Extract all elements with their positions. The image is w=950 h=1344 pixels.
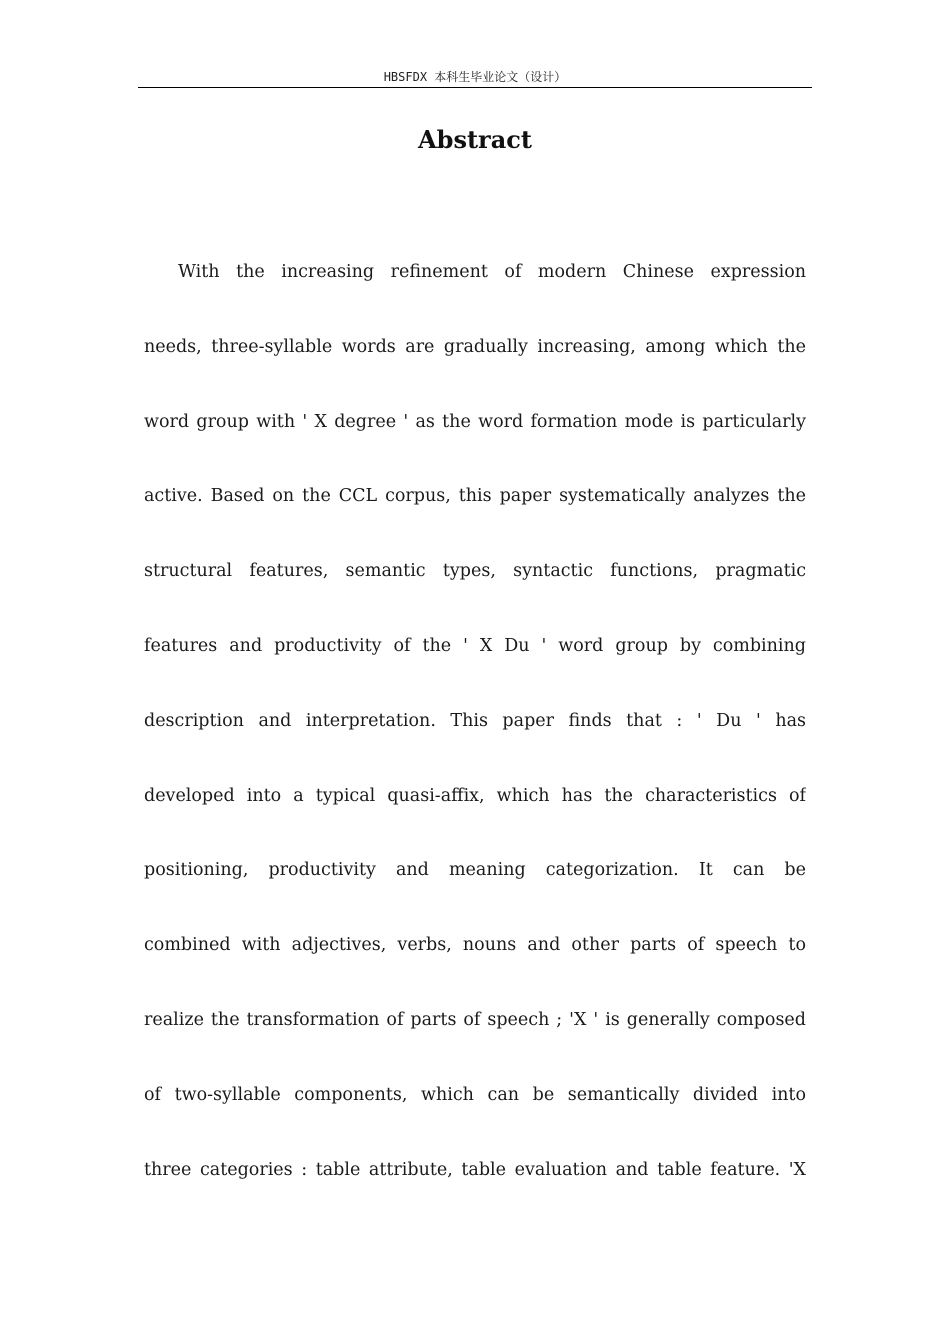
body-line: developed into a typical quasi-affix, which has the characteristics of bbox=[144, 785, 806, 806]
body-line: structural features, semantic types, syntactic functions, pragmatic bbox=[144, 561, 806, 582]
body-line: active. Based on the CCL corpus, this paper systematically analyzes the bbox=[144, 486, 806, 507]
abstract-body bbox=[144, 235, 806, 1207]
body-line: With the increasing refinement of modern Chinese expression bbox=[178, 262, 806, 282]
body-line: combined with adjectives, verbs, nouns and other parts of speech to bbox=[144, 935, 806, 956]
body-line: word group with ' X degree ' as the word formation mode is particularly bbox=[144, 411, 806, 432]
body-line: realize the transformation of parts of speech ; 'X ' is generally composed bbox=[144, 1009, 806, 1030]
body-line: three categories : table attribute, table evaluation and table feature. 'X bbox=[144, 1159, 806, 1180]
running-header: HBSFDX 本科生毕业论文（设计） bbox=[138, 68, 812, 88]
body-line: needs, three-syllable words are gradually increasing, among which the bbox=[144, 336, 806, 357]
body-line: description and interpretation. This paper finds that : ' Du ' has bbox=[144, 710, 806, 731]
body-line: of two-syllable components, which can be semantically divided into bbox=[144, 1084, 806, 1105]
body-line: features and productivity of the ' X Du ' word group by combining bbox=[144, 635, 806, 656]
abstract-title: Abstract bbox=[418, 125, 532, 154]
body-line: positioning, productivity and meaning categorization. It can be bbox=[144, 860, 806, 881]
